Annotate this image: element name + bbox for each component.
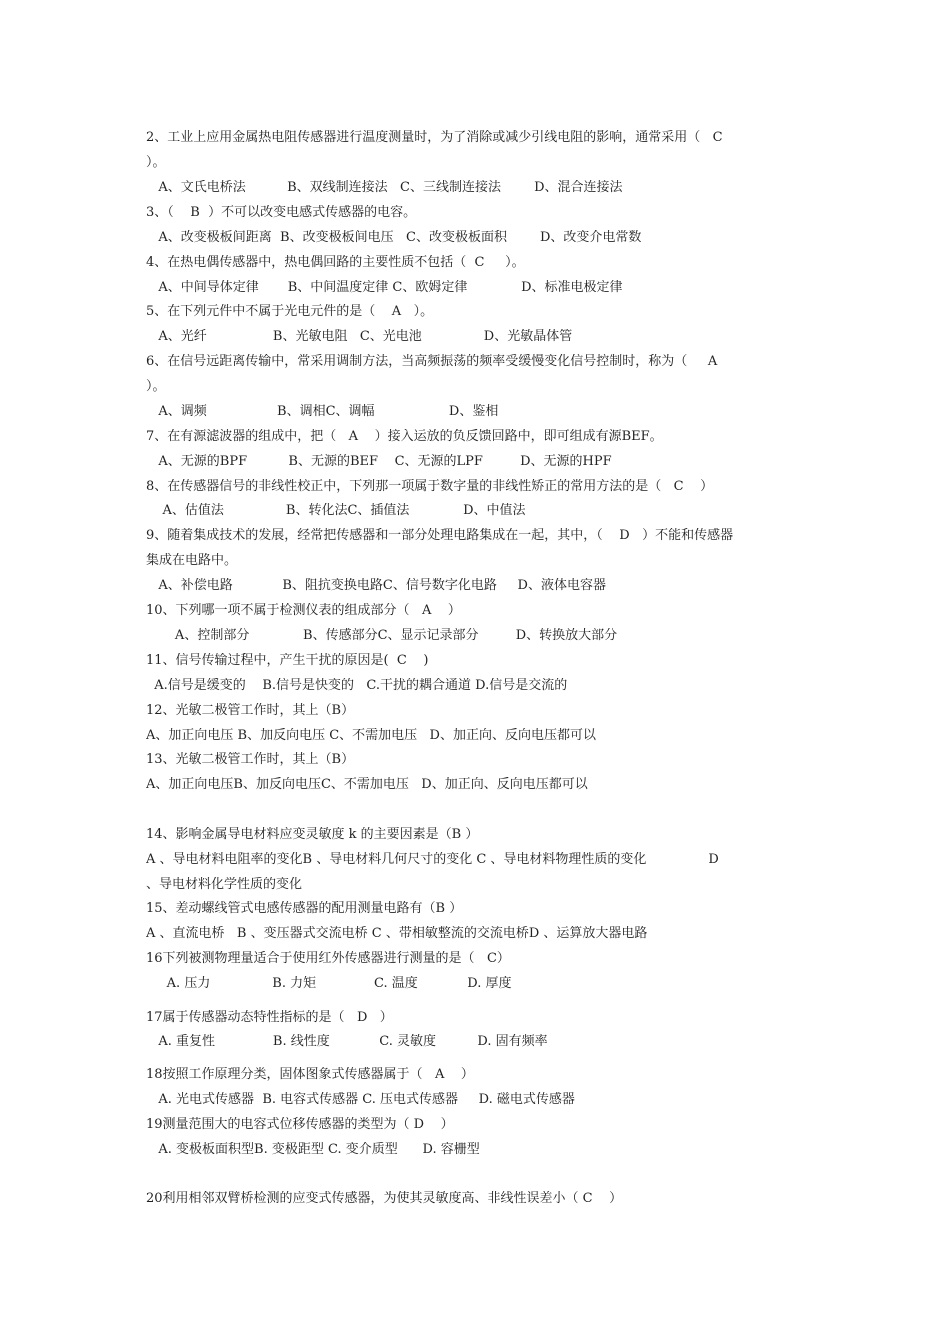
q18-options: A. 光电式传感器 B. 电容式传感器 C. 压电式传感器 D. 磁电式传感器: [146, 1092, 575, 1107]
q2-options: A、文氏电桥法 B、双线制连接法 C、三线制连接法 D、混合连接法: [146, 180, 623, 195]
q3-options: A、改变极板间距离 B、改变极板间电压 C、改变极板面积 D、改变介电常数: [146, 230, 642, 245]
q12-stem: 12、光敏二极管工作时，其上（B）: [146, 703, 355, 718]
q7-options: A、无源的BPF B、无源的BEF C、无源的LPF D、无源的HPF: [146, 454, 612, 469]
q9-stem-cont: 集成在电路中。: [146, 553, 238, 568]
q14-options: A 、导电材料电阻率的变化B 、导电材料几何尺寸的变化 C 、导电材料物理性质的变化 D: [146, 852, 719, 867]
q17-options: A. 重复性 B. 线性度 C. 灵敏度 D. 固有频率: [146, 1034, 548, 1049]
q8-stem: 8、在传感器信号的非线性校正中，下列那一项属于数字量的非线性矫正的常用方法的是（ C ）: [146, 479, 714, 494]
q5-stem: 5、在下列元件中不属于光电元件的是（ A ）。: [146, 304, 434, 319]
q6-options: A、调频 B、调相C、调幅 D、鉴相: [146, 404, 499, 419]
q8-options: A、估值法 B、转化法C、插值法 D、中值法: [146, 503, 526, 518]
q2-stem-cont: ）。: [146, 155, 166, 170]
q19-stem: 19测量范围大的电容式位移传感器的类型为（ D ）: [146, 1117, 454, 1132]
q14-options-cont: 、导电材料化学性质的变化: [146, 877, 303, 892]
q19-options: A. 变极板面积型B. 变极距型 C. 变介质型 D. 容栅型: [146, 1142, 480, 1157]
q14-stem: 14、影响金属导电材料应变灵敏度 k 的主要因素是（B ）: [146, 827, 479, 842]
q4-stem: 4、在热电偶传感器中，热电偶回路的主要性质不包括（ C ）。: [146, 255, 525, 270]
q16-stem: 16下列被测物理量适合于使用红外传感器进行测量的是（ C）: [146, 951, 510, 966]
q10-stem: 10、下列哪一项不属于检测仪表的组成部分（ A ）: [146, 603, 461, 618]
q2-stem: 2、工业上应用金属热电阻传感器进行温度测量时，为了消除或减少引线电阻的影响，通常采用（ C: [146, 130, 723, 145]
q16-options: A. 压力 B. 力矩 C. 温度 D. 厚度: [146, 976, 512, 991]
q9-options: A、补偿电路 B、阻抗变换电路C、信号数字化电路 D、液体电容器: [146, 578, 606, 593]
q6-stem-cont: ）。: [146, 379, 166, 394]
q18-stem: 18按照工作原理分类，固体图象式传感器属于（ A ）: [146, 1067, 474, 1082]
q12-options: A、加正向电压 B、加反向电压 C、不需加电压 D、加正向、反向电压都可以: [146, 728, 596, 743]
q5-options: A、光纤 B、光敏电阻 C、光电池 D、光敏晶体管: [146, 329, 573, 344]
q11-stem: 11、信号传输过程中，产生干扰的原因是( C ): [146, 653, 429, 668]
q3-stem: 3、（ B ）不可以改变电感式传感器的电容。: [146, 205, 417, 220]
q7-stem: 7、在有源滤波器的组成中，把（ A ）接入运放的负反馈回路中，即可组成有源BEF。: [146, 429, 663, 444]
q10-options: A、控制部分 B、传感部分C、显示记录部分 D、转换放大部分: [146, 628, 618, 643]
q4-options: A、中间导体定律 B、中间温度定律 C、欧姆定律 D、标准电极定律: [146, 280, 623, 295]
q11-options: A.信号是缓变的 B.信号是快变的 C.干扰的耦合通道 D.信号是交流的: [146, 678, 568, 693]
q13-stem: 13、光敏二极管工作时，其上（B）: [146, 752, 355, 767]
q13-options: A、加正向电压B、加反向电压C、不需加电压 D、加正向、反向电压都可以: [146, 777, 588, 792]
q17-stem: 17属于传感器动态特性指标的是（ D ）: [146, 1010, 393, 1025]
q15-options: A 、直流电桥 B 、变压器式交流电桥 C 、带相敏整流的交流电桥D 、运算放大器电路: [146, 926, 648, 941]
q20-stem: 20利用相邻双臂桥检测的应变式传感器，为使其灵敏度高、非线性误差小（ C ）: [146, 1191, 623, 1206]
q6-stem: 6、在信号远距离传输中，常采用调制方法，当高频振荡的频率受缓慢变化信号控制时，称为（ A: [146, 354, 718, 369]
q15-stem: 15、差动螺线管式电感传感器的配用测量电路有（B ）: [146, 901, 463, 916]
q9-stem: 9、随着集成技术的发展，经常把传感器和一部分处理电路集成在一起，其中，（ D ）不能和传感器: [146, 528, 734, 543]
